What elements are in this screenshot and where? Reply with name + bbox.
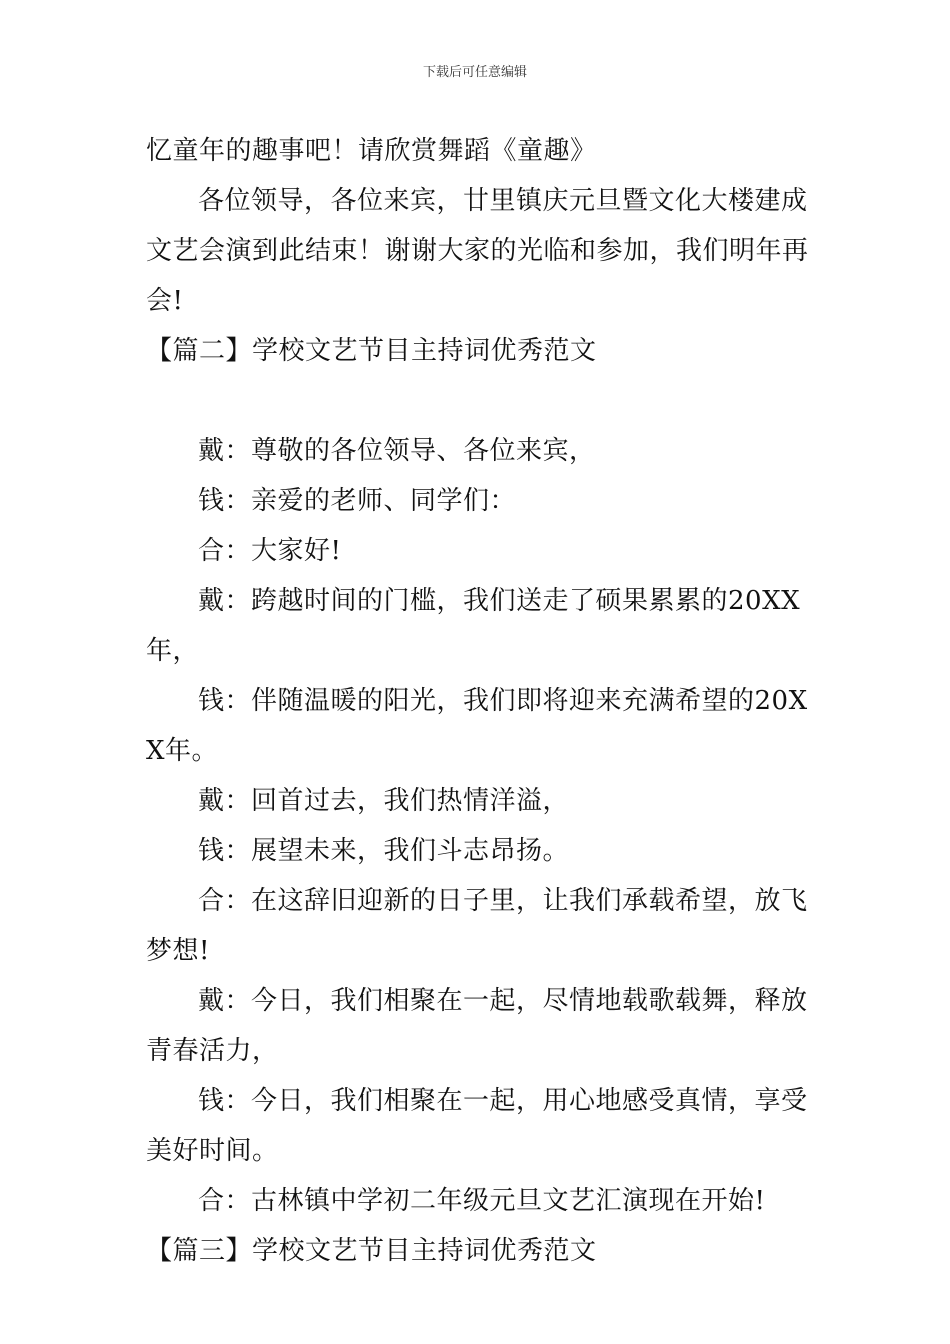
script-line: 合：在这辞旧迎新的日子里，让我们承载希望，放飞梦想!: [146, 886, 808, 966]
script-line: 合：古林镇中学初二年级元旦文艺汇演现在开始!: [198, 1186, 766, 1216]
paragraph-closing-remarks: 各位领导，各位来宾，廿里镇庆元旦暨文化大楼建成文艺会演到此结束！谢谢大家的光临和参加，我们明年再会!: [146, 186, 809, 316]
script-line: 戴：跨越时间的门槛，我们送走了硕果累累的20XX年，: [146, 586, 801, 666]
script-line: 戴：今日，我们相聚在一起，尽情地载歌载舞，释放青春活力，: [146, 986, 808, 1066]
script-line: 钱：今日，我们相聚在一起，用心地感受真情，享受美好时间。: [146, 1086, 808, 1166]
page-header-note: 下载后可任意编辑: [422, 65, 527, 80]
blank-line: [146, 376, 810, 426]
section-title-part-three: 【篇三】学校文艺节目主持词优秀范文: [146, 1236, 597, 1266]
section-title-part-two: 【篇二】学校文艺节目主持词优秀范文: [146, 336, 597, 366]
script-line: 钱：展望未来，我们斗志昂扬。: [198, 836, 570, 866]
document-body: [146, 126, 810, 1276]
script-line: 合：大家好!: [198, 536, 342, 566]
script-line: 钱：亲爱的老师、同学们：: [198, 486, 517, 516]
script-line: 戴：尊敬的各位领导、各位来宾，: [198, 436, 596, 466]
script-line: 戴：回首过去，我们热情洋溢，: [198, 786, 570, 816]
paragraph-continuation: 忆童年的趣事吧！请欣赏舞蹈《童趣》: [146, 136, 597, 166]
script-line: 钱：伴随温暖的阳光，我们即将迎来充满希望的20XX年。: [146, 686, 808, 766]
